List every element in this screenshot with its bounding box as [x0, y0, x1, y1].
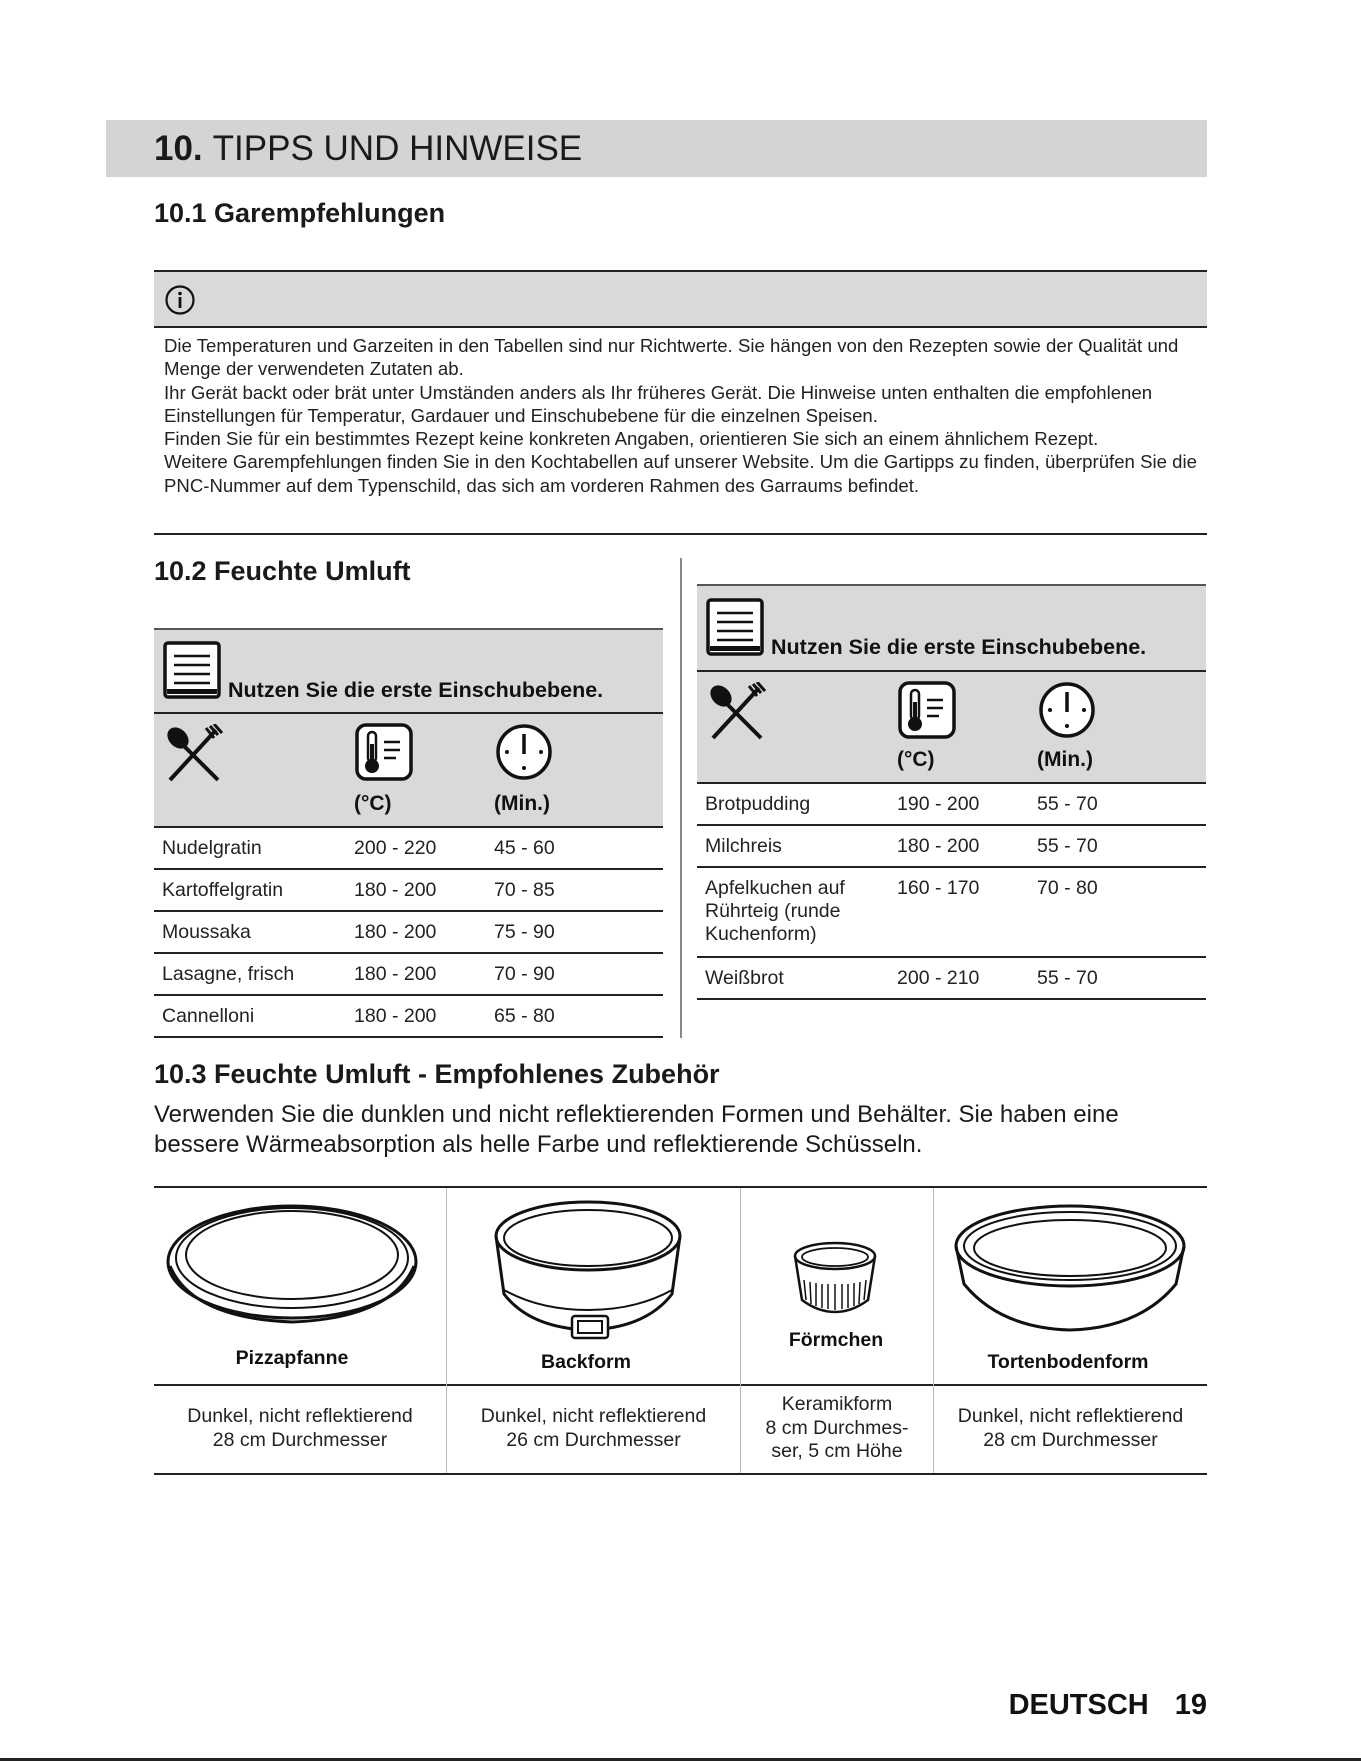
ramekin-image — [790, 1240, 880, 1316]
food-name: Cannelloni — [162, 1005, 255, 1027]
unit-temperature: (°C) — [897, 748, 935, 771]
time-value: 70 - 80 — [1037, 877, 1098, 899]
info-paragraph: Die Temperaturen und Garzeiten in den Tabellen sind nur Richtwerte. Sie hängen von den Rezepten sowie der Qualität und Menge der verwendeten Zutaten ab. — [164, 335, 1179, 380]
tart-pan-image — [950, 1200, 1190, 1340]
section-title-zubehoer: 10.3 Feuchte Umluft - Empfohlenes Zubehör — [154, 1059, 720, 1089]
info-paragraph: Finden Sie für ein bestimmtes Rezept keine konkreten Angaben, orientieren Sie sich an einem ähnlichem Rezept. — [164, 428, 1099, 450]
cooking-table-left — [154, 628, 663, 1038]
rule — [154, 1186, 1207, 1188]
accessory-description: Keramikform 8 cm Durchmes- ser, 5 cm Höhe — [765, 1393, 909, 1462]
chapter-number: 10. — [154, 128, 203, 168]
time-value: 55 - 70 — [1037, 835, 1098, 857]
temperature-value: 180 - 200 — [897, 835, 980, 857]
temperature-icon — [354, 722, 414, 782]
temperature-value: 190 - 200 — [897, 793, 980, 815]
table-header — [697, 584, 1206, 672]
temperature-value: 180 - 200 — [354, 879, 437, 901]
table-row — [697, 784, 1206, 826]
accessory-name: Backform — [541, 1351, 631, 1373]
temperature-value: 180 - 200 — [354, 1005, 437, 1027]
food-name: Brotpudding — [705, 793, 811, 815]
food-name: Moussaka — [162, 921, 251, 943]
temperature-value: 180 - 200 — [354, 963, 437, 985]
temperature-value: 200 - 220 — [354, 837, 437, 859]
unit-time: (Min.) — [1037, 748, 1093, 771]
shelf-level-icon — [162, 640, 222, 700]
time-value: 55 - 70 — [1037, 793, 1098, 815]
time-value: 45 - 60 — [494, 837, 555, 859]
footer-language: DEUTSCH — [1008, 1689, 1149, 1721]
column-divider — [680, 558, 682, 1038]
accessory-name: Tortenbodenform — [987, 1351, 1149, 1373]
accessory-description: Dunkel, nicht reflektierend 28 cm Durchmesser — [187, 1405, 413, 1451]
food-icon — [162, 724, 224, 786]
time-value: 70 - 90 — [494, 963, 555, 985]
table-header — [154, 628, 663, 714]
table-row — [154, 996, 663, 1038]
accessory-description: Dunkel, nicht reflektierend 26 cm Durchmesser — [480, 1405, 707, 1451]
rule — [154, 1473, 1207, 1475]
table-row — [154, 954, 663, 996]
shelf-level-icon — [705, 597, 765, 657]
accessory-name: Pizzapfanne — [235, 1347, 349, 1369]
temperature-value: 180 - 200 — [354, 921, 437, 943]
table-row — [697, 826, 1206, 868]
pizza-pan-image — [162, 1200, 422, 1335]
table-row — [154, 828, 663, 870]
food-name: Kartoffelgratin — [162, 879, 284, 901]
accessory-name: Förmchen — [788, 1329, 884, 1351]
time-value: 75 - 90 — [494, 921, 555, 943]
time-value: 70 - 85 — [494, 879, 555, 901]
food-name: Apfelkuchen auf Rührteig (runde Kuchenform) — [705, 877, 845, 945]
info-paragraph: Weitere Garempfehlungen finden Sie in den Kochtabellen auf unserer Website. Um die Gartipps zu finden, überprüfen Sie die PNC-Nummer auf dem Typenschild, das sich am vorderen Rahmen des Garraums befindet. — [164, 451, 1197, 496]
page-number: 19 — [1174, 1689, 1207, 1721]
table-header-text: Nutzen Sie die erste Einschubebene. — [771, 635, 1147, 659]
info-paragraph: Ihr Gerät backt oder brät unter Umständen anders als Ihr früheres Gerät. Die Hinweise unten enthalten die empfohlenen Einstellungen für Temperatur, Gardauer und Einschubebene für die einzelnen Speisen. — [164, 381, 1153, 426]
info-box-header — [154, 270, 1207, 328]
section-title-garempfehlungen: 10.1 Garempfehlungen — [154, 198, 446, 228]
chapter-heading — [106, 120, 1207, 177]
table-icon-row — [154, 714, 663, 828]
page-footer — [1009, 1689, 1207, 1722]
info-icon — [164, 284, 196, 316]
section-title-feuchte-umluft: 10.2 Feuchte Umluft — [154, 556, 411, 586]
info-box-text — [154, 333, 1207, 535]
clock-icon — [1037, 680, 1097, 740]
food-icon — [705, 682, 767, 744]
accessory-intro-text: Verwenden Sie die dunklen und nicht reflektierenden Formen und Behälter. Sie haben eine bessere Wärmeabsorption als helle Farbe und reflektierende Schüsseln. — [154, 1101, 1119, 1158]
food-name: Weißbrot — [705, 967, 784, 989]
clock-icon — [494, 722, 554, 782]
table-icon-row — [697, 672, 1206, 784]
temperature-icon — [897, 680, 957, 740]
cooking-table-right — [697, 584, 1206, 1000]
food-name: Lasagne, frisch — [162, 963, 295, 985]
temperature-value: 160 - 170 — [897, 877, 980, 899]
unit-time: (Min.) — [494, 792, 550, 815]
unit-temperature: (°C) — [354, 792, 392, 815]
time-value: 65 - 80 — [494, 1005, 555, 1027]
table-header-text: Nutzen Sie die erste Einschubebene. — [228, 678, 604, 702]
table-row — [697, 958, 1206, 1000]
springform-pan-image — [490, 1198, 690, 1348]
food-name: Nudelgratin — [162, 837, 262, 859]
chapter-title: TIPPS UND HINWEISE — [212, 128, 583, 168]
accessory-description: Dunkel, nicht reflektierend 28 cm Durchmesser — [957, 1405, 1184, 1451]
temperature-value: 200 - 210 — [897, 967, 980, 989]
rule — [154, 1384, 1207, 1386]
table-row — [154, 870, 663, 912]
food-name: Milchreis — [705, 835, 782, 857]
table-row — [154, 912, 663, 954]
time-value: 55 - 70 — [1037, 967, 1098, 989]
table-row — [697, 868, 1206, 958]
